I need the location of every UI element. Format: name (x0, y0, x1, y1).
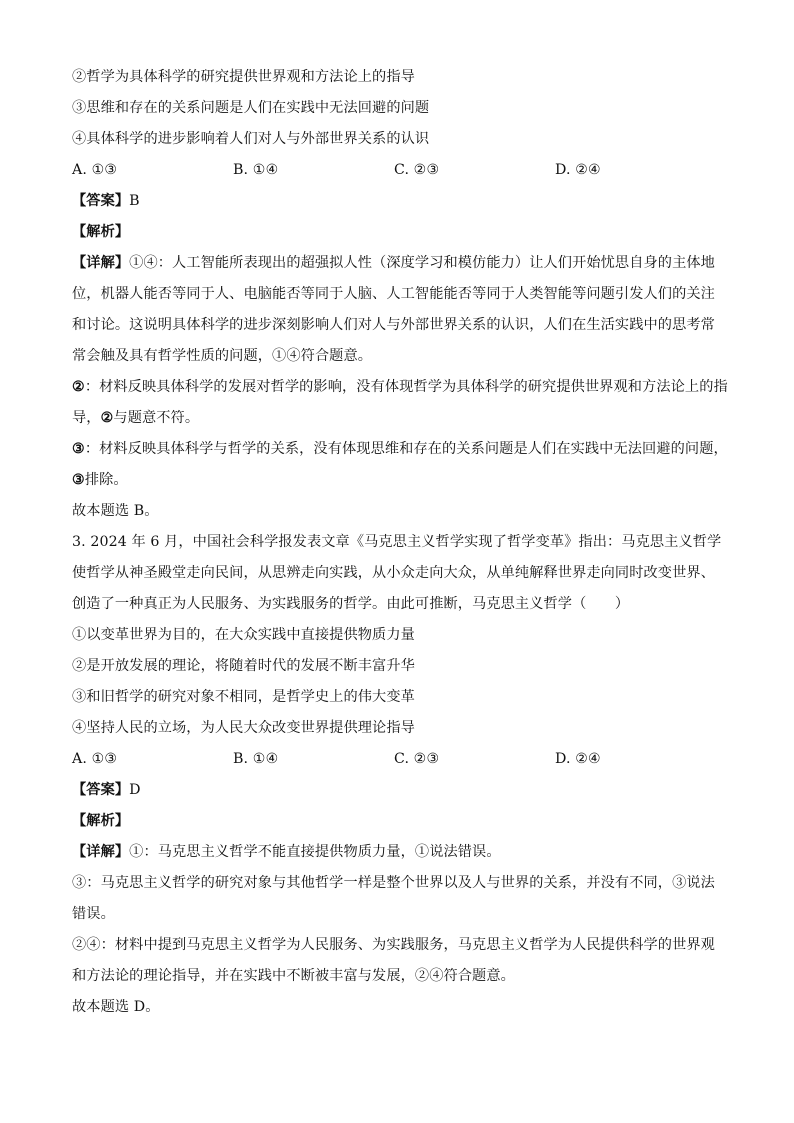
q2-answer (72, 186, 728, 217)
q3-stem: 3. 2024 年 6 月，中国社会科学报发表文章《马克思主义哲学实现了哲学变革》指出：马克思主义哲学使哲学从神圣殿堂走向民间，从思辨走向实践，从小众走向大众，从单纯解释世界走向同时改变世界、创造了一种真正为人民服务、为实践服务的哲学。由此可推断，马克思主义哲学（ ） (72, 534, 722, 612)
q2-analysis-label: 【解析】 (72, 224, 130, 240)
q3-conclusion: 故本题选 D。 (72, 999, 160, 1015)
q3-statement-1: ①以变革世界为目的，在大众实践中直接提供物质力量 (72, 627, 415, 643)
q3-answer (72, 775, 728, 806)
q2-point-3-text: ：材料反映具体科学与哲学的关系，没有体现思维和存在的关系问题是人们在实践中无法回避的问题， (84, 441, 728, 457)
q3-option-d: D. ②④ (555, 751, 601, 767)
q2-point-3 (72, 434, 728, 496)
q3-options (72, 744, 728, 775)
q3-analysis-label: 【解析】 (72, 813, 130, 829)
q2-option-d: D. ②④ (555, 162, 601, 178)
q3-point-2: ③：马克思主义哲学的研究对象与其他哲学一样是整个世界以及人与世界的关系，并没有不同，③说法错误。 (72, 875, 715, 922)
q3-option-b: B. ①④ (233, 751, 279, 767)
document-page (72, 62, 728, 1023)
q2-option-a: A. ①③ (72, 162, 118, 178)
q3-detail (72, 837, 728, 868)
q3-detail-text: ①：马克思主义哲学不能直接提供物质力量，①说法错误。 (129, 844, 501, 860)
q2-point-2-tail: 与题意不符。 (113, 410, 200, 426)
q2-detail-text: ①④：人工智能所表现出的超强拟人性（深度学习和模仿能力）让人们开始忧思自身的主体地位，机器人能否等同于人、电脑能否等同于人脑、人工智能能否等同于人类智能等问题引发人们的关注和讨论。这说明具体科学的进步深刻影响人们对人与外部世界关系的认识，人们在生活实践中的思考常常会触及具有哲学性质的问题，①④符合题意。 (72, 255, 715, 364)
q2-answer-label: 【答案】 (72, 193, 130, 209)
q3-statement-4: ④坚持人民的立场，为人民大众改变世界提供理论指导 (72, 720, 415, 736)
q3-option-c: C. ②③ (394, 751, 440, 767)
q2-answer-value: B (129, 193, 140, 209)
q2-statement-4: ④具体科学的进步影响着人们对人与外部世界关系的认识 (72, 131, 430, 147)
q2-detail (72, 248, 728, 372)
q3-detail-label: 【详解】 (72, 844, 130, 860)
q2-point-3-mark: ③ (72, 441, 85, 457)
q3-statement-2: ②是开放发展的理论，将随着时代的发展不断丰富升华 (72, 658, 415, 674)
q2-conclusion: 故本题选 B。 (72, 503, 159, 519)
q2-options (72, 155, 728, 186)
q3-answer-label: 【答案】 (72, 782, 130, 798)
q2-point-2-mark: ② (72, 379, 85, 395)
q2-option-c: C. ②③ (394, 162, 440, 178)
q2-point-2-mark2: ② (100, 410, 114, 426)
q2-point-2 (72, 372, 728, 434)
q2-option-b: B. ①④ (233, 162, 279, 178)
q2-point-3-mark2: ③ (72, 472, 85, 488)
q3-statement-3: ③和旧哲学的研究对象不相同，是哲学史上的伟大变革 (72, 689, 415, 705)
q2-statement-3: ③思维和存在的关系问题是人们在实践中无法回避的问题 (72, 100, 430, 116)
q3-answer-value: D (129, 782, 141, 798)
q2-point-3-tail: 排除。 (84, 472, 128, 488)
q3-point-3: ②④：材料中提到马克思主义哲学为人民服务、为实践服务，马克思主义哲学为人民提供科学的世界观和方法论的理论指导，并在实践中不断被丰富与发展，②④符合题意。 (72, 937, 715, 984)
q2-detail-label: 【详解】 (72, 255, 130, 271)
q3-option-a: A. ①③ (72, 751, 118, 767)
q2-statement-2: ②哲学为具体科学的研究提供世界观和方法论上的指导 (72, 69, 415, 85)
q2-point-2-text: ：材料反映具体科学的发展对哲学的影响，没有体现哲学为具体科学的研究提供世界观和方法论上的指导， (72, 379, 728, 426)
